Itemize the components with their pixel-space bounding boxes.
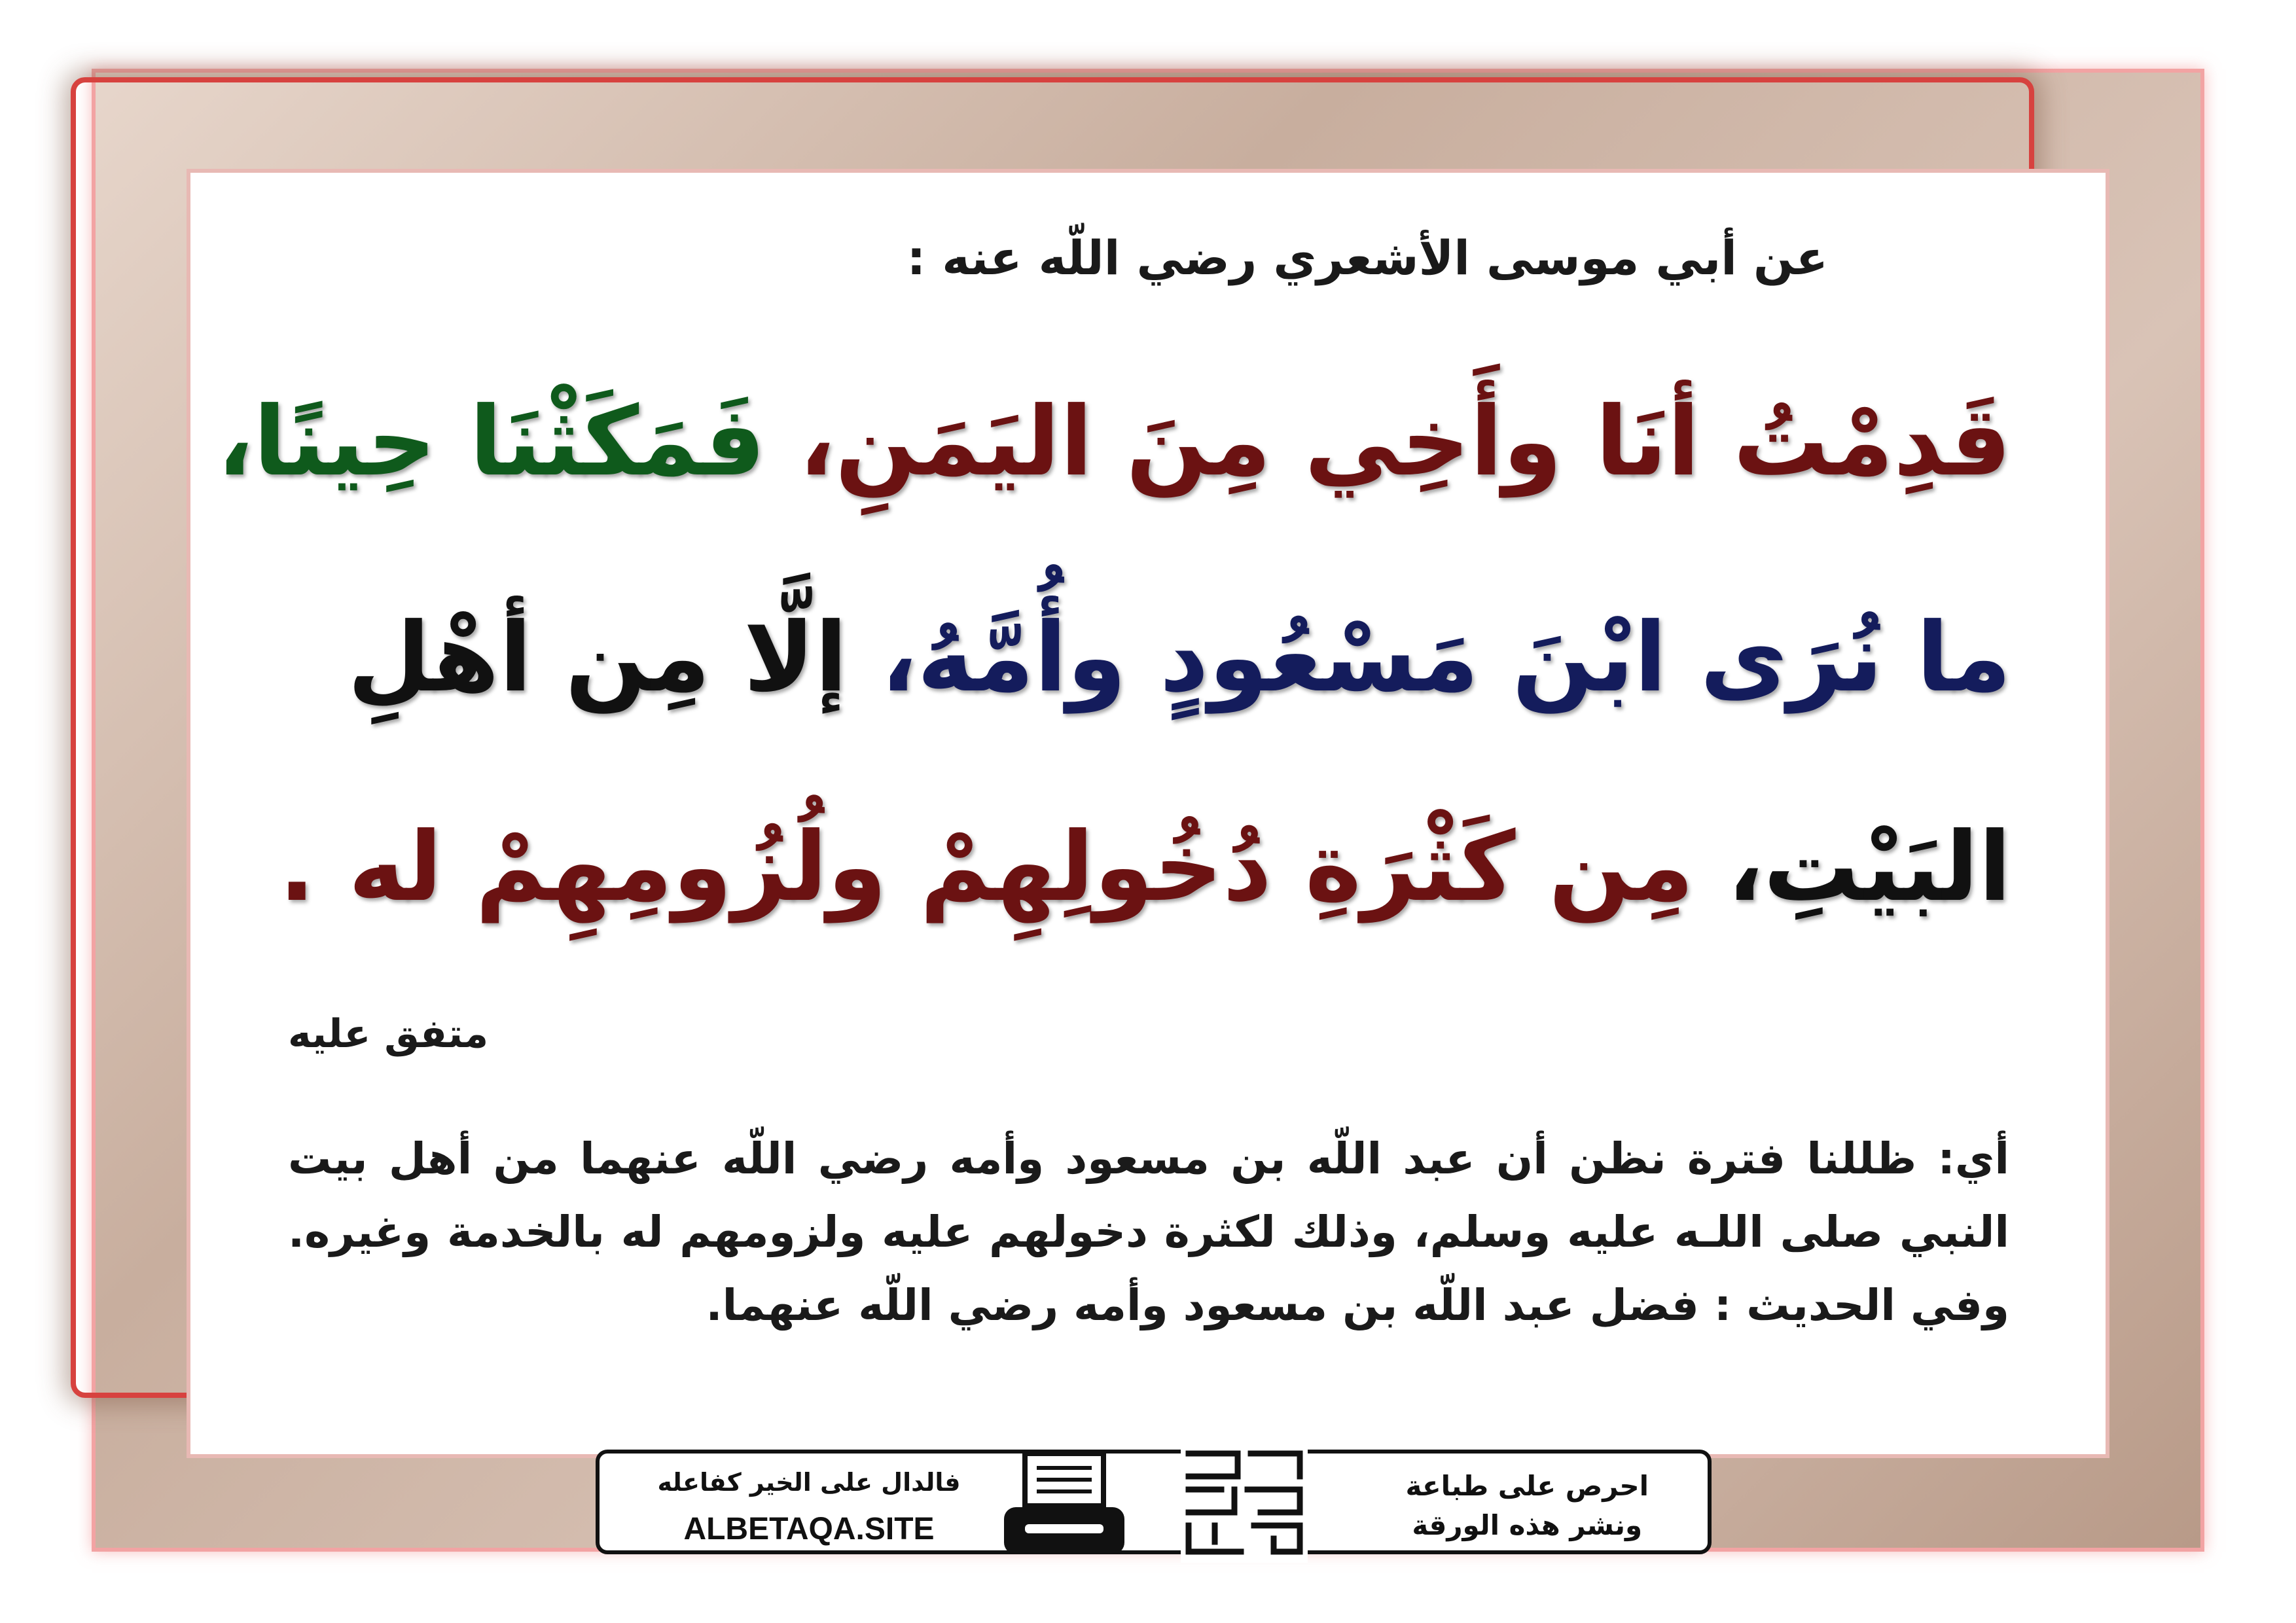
footer-site-link[interactable]: ALBETAQA.SITE <box>683 1512 935 1546</box>
dawat-al-waraqa-logo-icon <box>1175 1437 1313 1568</box>
footer-print-notice-line-1: احرص على طباعة <box>1405 1470 1649 1502</box>
printer-icon <box>999 1447 1130 1561</box>
hadith-source: متفق عليه <box>288 1011 489 1057</box>
hadith-line-3 <box>279 812 2011 923</box>
hadith-line-1-part-2: فَمَكَثْنَا حِينًا، <box>217 386 766 497</box>
hadith-line-3-part-2: مِن كَثْرَةِ دُخُولِهِمْ ولُزُومِهِمْ له . <box>279 812 1695 923</box>
footer-print-notice-line-2: ونشر هذه الورقة <box>1412 1509 1643 1541</box>
hadith-line-1-part-1: قَدِمْتُ أنَا وأَخِي مِنَ اليَمَنِ، <box>765 386 2011 497</box>
hadith-line-2 <box>348 602 2011 713</box>
hadith-explanation: أي: ظللنا فترة نظن أن عبد اللّه بن مسعود وأمه رضي اللّه عنهما من أهل بيت النبي صلى اللـه عليه وسلم، وذلك لكثرة دخولهم عليه ولزومهم له بالخدمة وغيره. وفي الحديث : فضل عبد اللّه بن مسعود وأمه رضي اللّه عنهما. <box>288 1133 2009 1330</box>
hadith-line-3-part-1: البَيْتِ، <box>1694 812 2011 923</box>
footer-banner <box>596 1450 1712 1554</box>
footer-print-notice <box>1406 1467 1649 1545</box>
footer-left-block <box>600 1454 1018 1550</box>
narrator-heading: عن أبي موسى الأشعري رضي اللّه عنه : <box>906 230 1828 285</box>
footer-motto: فالدال على الخير كفاعله <box>657 1468 961 1497</box>
hadith-line-2-part-2: إلَّا مِن أهْلِ <box>348 602 848 713</box>
hadith-line-2-part-1: ما نُرَى ابْنَ مَسْعُودٍ وأُمَّهُ، <box>847 602 2011 713</box>
hadith-line-1 <box>217 386 2011 497</box>
